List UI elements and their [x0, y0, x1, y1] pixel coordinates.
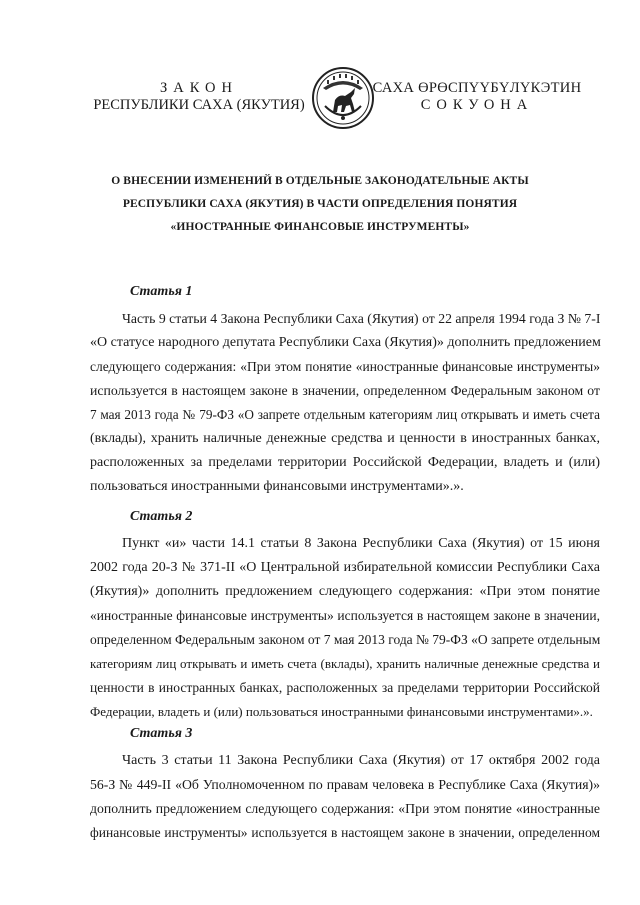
- article-2-line: ценности в иностранных банках, расположенных за пределами территории Российской: [90, 680, 600, 695]
- document-title-line2: РЕСПУБЛИКИ САХА (ЯКУТИЯ) В ЧАСТИ ОПРЕДЕЛЕНИЯ ПОНЯТИЯ: [122, 198, 518, 210]
- article-1-line: используется в настоящем законе в значении, определенном Федеральным законом от: [90, 383, 600, 398]
- article-3-line: финансовые инструменты» используется в настоящем законе в значении, определенном: [90, 825, 600, 840]
- article-2-line: (Якутия)» дополнить предложением следующего содержания: «При этом понятие: [90, 584, 600, 599]
- document-title-line3: «ИНОСТРАННЫЕ ФИНАНСОВЫЕ ИНСТРУМЕНТЫ»: [170, 221, 470, 233]
- header-right-line1: САХА ӨРӨСПҮҮБҮЛҮКЭТИН: [372, 80, 582, 96]
- header-right-line2: СОКУОНА: [420, 97, 534, 113]
- article-1-line: «О статусе народного депутата Республики Саха (Якутия)» дополнить предложением: [90, 335, 601, 350]
- article-1-line: следующего содержания: «При этом понятие «иностранные финансовые инструменты»: [90, 359, 600, 374]
- article-1-line: расположенных за пределами территории Российской Федерации, владеть и (или): [90, 455, 600, 470]
- article-2-line: определенном Федеральным законом от 7 мая 2013 года № 79-ФЗ «О запрете отдельным: [90, 632, 601, 647]
- header-left-line2: РЕСПУБЛИКИ САХА (ЯКУТИЯ): [93, 97, 305, 113]
- article-1-line: пользоваться иностранными финансовыми инструментами».».: [90, 479, 464, 494]
- article-2-line: «иностранные финансовые инструменты» используется в настоящем законе в значении,: [90, 608, 600, 623]
- article-2-line: 2002 года 20-З № 371-II «О Центральной избирательной комиссии Республики Саха: [90, 560, 600, 575]
- article-3-line: дополнить предложением следующего содержания: «При этом понятие «иностранные: [90, 801, 600, 816]
- header-law-title-yakut: [352, 80, 602, 114]
- document-title-line1: О ВНЕСЕНИИ ИЗМЕНЕНИЙ В ОТДЕЛЬНЫЕ ЗАКОНОДАТЕЛЬНЫЕ АКТЫ: [111, 175, 529, 187]
- article-2-line: категориям лиц открывать и иметь счета (вклады), хранить наличные денежные средства и: [90, 656, 600, 671]
- article-1-line: 7 мая 2013 года № 79-ФЗ «О запрете отдельным категориям лиц открывать и иметь счета: [90, 407, 600, 422]
- article-2-line: Пункт «и» части 14.1 статьи 8 Закона Республики Саха (Якутия) от 15 июня: [122, 536, 600, 551]
- article-1-heading: Статья 1: [130, 284, 193, 299]
- header-left-line1: ЗАКОН: [160, 80, 238, 96]
- article-3-heading: Статья 3: [130, 726, 193, 741]
- article-1-line: Часть 9 статьи 4 Закона Республики Саха (Якутия) от 22 апреля 1994 года З № 7-I: [122, 311, 601, 326]
- article-1-line: (вклады), хранить наличные денежные средства и ценности в иностранных банках,: [90, 431, 600, 446]
- header-law-title-russian: [84, 80, 314, 114]
- article-2-line: Федерации, владеть и (или) пользоваться иностранными финансовыми инструментами».».: [90, 704, 593, 719]
- article-2-heading: Статья 2: [130, 509, 193, 524]
- article-3-line: Часть 3 статьи 11 Закона Республики Саха (Якутия) от 17 октября 2002 года: [122, 753, 600, 768]
- article-3-line: 56-З № 449-II «Об Уполномоченном по правам человека в Республике Саха (Якутия)»: [90, 777, 600, 792]
